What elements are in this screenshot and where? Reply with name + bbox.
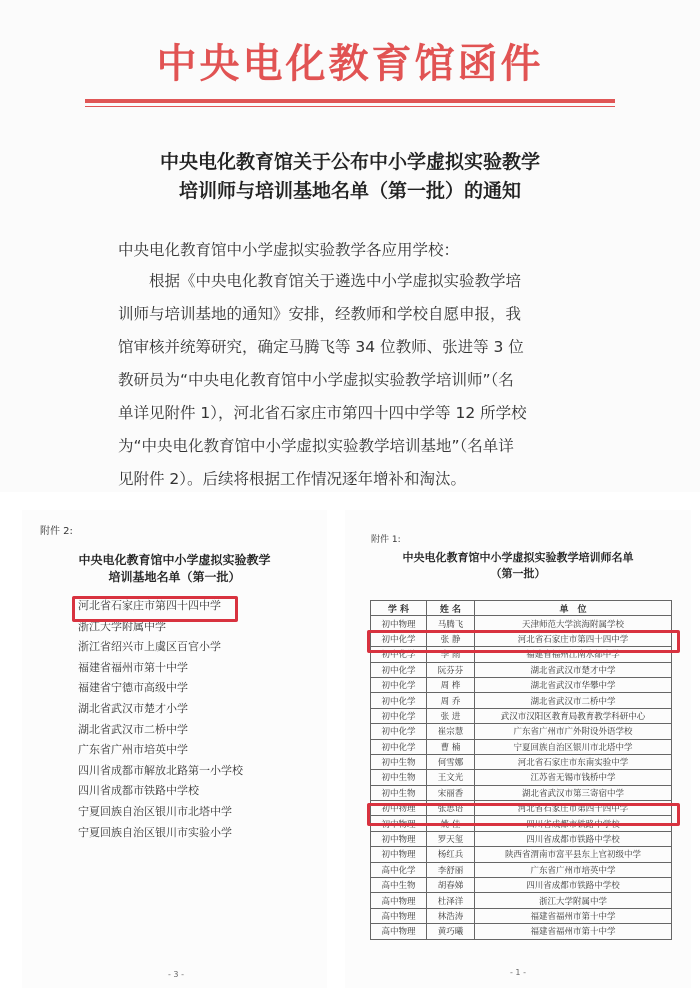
name-cell: 王文光	[427, 770, 475, 785]
attachment-1-label: 附件 1:	[371, 535, 401, 545]
list-item: 湖北省武汉市二桥中学	[78, 722, 188, 736]
table-row	[371, 616, 672, 631]
list-item: 四川省成都市铁路中学校	[78, 784, 199, 798]
attachment-2-label: 附件 2:	[40, 526, 73, 537]
name-cell: 杨红兵	[427, 847, 475, 862]
highlight-box	[367, 803, 680, 826]
name-cell: 李 雨	[427, 647, 475, 662]
subject-cell: 初中物理	[371, 616, 427, 631]
trainer-table-body	[371, 616, 672, 939]
attachment-2-title	[22, 552, 327, 586]
table-row	[371, 724, 672, 739]
subject-cell: 高中化学	[371, 862, 427, 877]
name-cell: 林浩涛	[427, 908, 475, 923]
list-item: 宁夏回族自治区银川市实验小学	[78, 825, 232, 839]
school-cell: 河北省石家庄市第四十四中学	[475, 631, 672, 646]
table-header-row	[371, 601, 672, 616]
attachment-1-title-line1: 中央电化教育馆中小学虚拟实验教学培训师名单	[402, 551, 634, 564]
school-cell: 浙江大学附属中学	[475, 893, 672, 908]
body-line: 教研员为“中央电化教育馆中小学虚拟实验教学培训师”（名	[118, 371, 514, 389]
school-cell: 湖北省武汉市华攀中学	[475, 677, 672, 692]
subject-cell: 初中生物	[371, 754, 427, 769]
notice-body	[118, 265, 588, 496]
name-cell: 阮芬芬	[427, 662, 475, 677]
school-cell: 广东省广州市培英中学	[475, 862, 672, 877]
subject-cell: 高中物理	[371, 908, 427, 923]
attachment-1-page	[345, 510, 691, 988]
salutation: 中央电化教育馆中小学虚拟实验教学各应用学校：	[118, 241, 460, 259]
subject-cell: 高中物理	[371, 893, 427, 908]
name-cell: 罗天玺	[427, 831, 475, 846]
school-cell: 天津师范大学滨海附属学校	[475, 616, 672, 631]
school-cell: 河北省石家庄市东南实验中学	[475, 754, 672, 769]
body-line: 馆审核并统筹研究，确定马腾飞等 34 位教师、张进等 3 位	[118, 338, 524, 356]
letterhead-title: 中央电化教育馆函件	[156, 40, 544, 87]
school-cell: 武汉市汉阳区教育局教育教学科研中心	[475, 708, 672, 723]
school-cell: 河北省石家庄市第四十四中学	[475, 801, 672, 816]
attachment-1-title-line2: （第一批）	[490, 567, 546, 580]
name-cell: 张思语	[427, 801, 475, 816]
body-line: 根据《中央电化教育馆关于遴选中小学虚拟实验教学培	[118, 272, 522, 290]
letterhead-rule-thin	[85, 106, 615, 107]
notice-letter	[0, 0, 700, 492]
table-row	[371, 785, 672, 800]
section-gap	[0, 492, 700, 506]
table-row	[371, 693, 672, 708]
name-cell: 杜泽洋	[427, 893, 475, 908]
name-cell: 张 进	[427, 708, 475, 723]
name-cell: 何雪娜	[427, 754, 475, 769]
name-cell: 马腾飞	[427, 616, 475, 631]
table-row	[371, 924, 672, 939]
name-cell: 姚 佳	[427, 816, 475, 831]
subject-cell: 初中物理	[371, 847, 427, 862]
subject-cell: 初中化学	[371, 708, 427, 723]
table-row	[371, 847, 672, 862]
list-item: 河北省石家庄市第四十四中学	[78, 599, 221, 612]
table-row	[371, 831, 672, 846]
notice-title-line1: 中央电化教育馆关于公布中小学虚拟实验教学	[159, 151, 540, 173]
list-item: 浙江大学附属中学	[78, 619, 166, 633]
subject-cell: 初中化学	[371, 647, 427, 662]
body-line: 为“中央电化教育馆中小学虚拟实验教学培训基地”（名单详	[118, 437, 514, 455]
subject-cell: 初中化学	[371, 724, 427, 739]
school-cell: 广东省广州市广外附设外语学校	[475, 724, 672, 739]
subject-cell: 初中化学	[371, 677, 427, 692]
school-cell: 江苏省无锡市钱桥中学	[475, 770, 672, 785]
school-cell: 湖北省武汉市第三寄宿中学	[475, 785, 672, 800]
table-row	[371, 893, 672, 908]
notice-title	[0, 148, 700, 206]
list-item: 广东省广州市培英中学	[78, 743, 188, 757]
column-header: 学 科	[371, 601, 427, 616]
table-row	[371, 770, 672, 785]
school-cell: 福建省福州市第十中学	[475, 908, 672, 923]
list-item: 湖北省武汉市楚才小学	[78, 701, 188, 715]
table-row	[371, 662, 672, 677]
list-item: 四川省成都市解放北路第一小学校	[78, 763, 243, 777]
table-row	[371, 739, 672, 754]
attachment-1-title	[345, 550, 691, 582]
notice-title-line2: 培训师与培训基地名单（第一批）的通知	[178, 180, 521, 202]
column-header: 姓 名	[427, 601, 475, 616]
highlight-box	[367, 630, 680, 653]
table-row	[371, 754, 672, 769]
name-cell: 周 桦	[427, 677, 475, 692]
name-cell: 周 乔	[427, 693, 475, 708]
attachment-2-page	[22, 510, 327, 988]
body-line: 训师与培训基地的通知》安排，经教师和学校自愿申报，我	[118, 305, 522, 323]
list-item: 福建省宁德市高级中学	[78, 681, 188, 695]
subject-cell: 初中化学	[371, 662, 427, 677]
attachment-2-title-line1: 中央电化教育馆中小学虚拟实验教学	[78, 553, 271, 567]
school-cell: 陕西省渭南市富平县东上官初级中学	[475, 847, 672, 862]
subject-cell: 初中物理	[371, 831, 427, 846]
body-line: 见附件 2）。后续将根据工作情况逐年增补和淘汰。	[118, 470, 467, 488]
name-cell: 胡春娣	[427, 878, 475, 893]
column-header: 单 位	[475, 601, 672, 616]
subject-cell: 初中化学	[371, 693, 427, 708]
name-cell: 黄巧曦	[427, 924, 475, 939]
school-cell: 福建省福州市第十中学	[475, 924, 672, 939]
subject-cell: 高中生物	[371, 878, 427, 893]
school-cell: 四川省成都市铁路中学校	[475, 831, 672, 846]
attachment-2-title-line2: 培训基地名单（第一批）	[108, 570, 241, 584]
highlight-box	[72, 596, 238, 622]
subject-cell: 初中生物	[371, 785, 427, 800]
subject-cell: 高中物理	[371, 924, 427, 939]
table-row	[371, 908, 672, 923]
school-cell: 湖北省武汉市二桥中学	[475, 693, 672, 708]
subject-cell: 初中化学	[371, 739, 427, 754]
table-row	[371, 878, 672, 893]
base-school-list	[78, 596, 243, 843]
school-cell: 四川省成都市铁路中学校	[475, 878, 672, 893]
table-row	[371, 677, 672, 692]
school-cell: 四川省成都市铁路中学校	[475, 816, 672, 831]
name-cell: 宋丽香	[427, 785, 475, 800]
list-item: 福建省福州市第十中学	[78, 660, 188, 674]
table-row	[371, 708, 672, 723]
list-item: 浙江省绍兴市上虞区百官小学	[78, 640, 221, 654]
school-cell: 宁夏回族自治区银川市北塔中学	[475, 739, 672, 754]
subject-cell: 初中生物	[371, 770, 427, 785]
list-item: 宁夏回族自治区银川市北塔中学	[78, 804, 232, 818]
table-row	[371, 862, 672, 877]
name-cell: 曹 楠	[427, 739, 475, 754]
name-cell: 崔宗慧	[427, 724, 475, 739]
subject-cell: 初中化学	[371, 631, 427, 646]
subject-cell: 初中物理	[371, 816, 427, 831]
letterhead-rule-thick	[85, 99, 615, 103]
name-cell: 李舒丽	[427, 862, 475, 877]
school-cell: 福建省福州江南水都中学	[475, 647, 672, 662]
page-number: - 3 -	[168, 970, 184, 979]
page-number: - 1 -	[510, 968, 526, 977]
subject-cell: 初中物理	[371, 801, 427, 816]
body-line: 单详见附件 1），河北省石家庄市第四十四中学等 12 所学校	[118, 404, 527, 422]
school-cell: 湖北省武汉市楚才中学	[475, 662, 672, 677]
name-cell: 张 静	[427, 631, 475, 646]
